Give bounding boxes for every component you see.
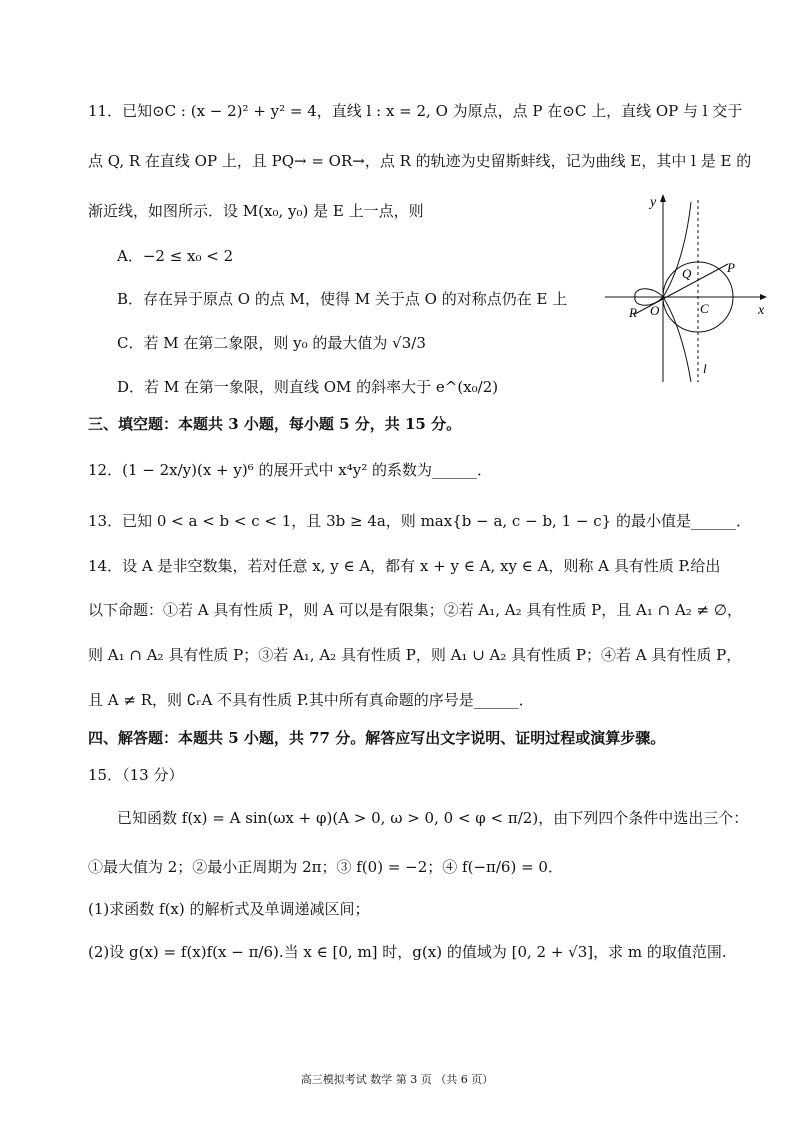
q11-line3: 渐近线，如图所示．设 M(x₀, y₀) 是 E 上一点，则 xyxy=(88,202,424,220)
y-axis-arrow-icon xyxy=(660,194,666,202)
q14-line1: 14．设 A 是非空数集，若对任意 x, y ∈ A，都有 x + y ∈ A, xy ∈ A，则称 A 具有性质 P.给出 xyxy=(88,557,721,575)
q11-option-a: A．−2 ≤ x₀ < 2 xyxy=(117,247,234,265)
label-y: y xyxy=(650,195,657,210)
q14-line4: 且 A ≠ R，则 ∁ᵣA 不具有性质 P.其中所有真命题的序号是______． xyxy=(88,691,534,709)
q12: 12．(1 − 2x/y)(x + y)⁶ 的展开式中 x⁴y² 的系数为______． xyxy=(88,461,492,479)
section-4-heading: 四、解答题：本题共 5 小题，共 77 分。解答应写出文字说明、证明过程或演算步骤。 xyxy=(88,729,666,747)
q13: 13．已知 0 < a < b < c < 1，且 3b ≥ 4a，则 max{b − a, c − b, 1 − c} 的最小值是______． xyxy=(88,512,751,530)
q11-option-b: B．存在异于原点 O 的点 M，使得 M 关于点 O 的对称点仍在 E 上 xyxy=(117,290,568,308)
q11-option-c: C．若 M 在第二象限，则 y₀ 的最大值为 √3/3 xyxy=(117,334,426,352)
q11-option-d: D．若 M 在第一象限，则直线 OM 的斜率大于 e^(x₀/2) xyxy=(117,378,499,396)
label-o: O xyxy=(650,303,660,318)
label-c: C xyxy=(700,301,709,316)
q14-line2: 以下命题：①若 A 具有性质 P，则 A 可以是有限集；②若 A₁, A₂ 具有性质 P，且 A₁ ∩ A₂ ≠ ∅， xyxy=(88,601,742,619)
q11-line2: 点 Q, R 在直线 OP 上，且 PQ→ = OR→，点 R 的轨迹为史留斯蚌线，记为曲线 E，其中 l 是 E 的 xyxy=(88,152,752,170)
q15-line1: 已知函数 f(x) = A sin(ωx + φ)(A > 0, ω > 0, 0 < φ < π/2)，由下列四个条件中选出三个： xyxy=(117,809,749,827)
q15-part1: (1)求函数 f(x) 的解析式及单调递减区间； xyxy=(88,900,370,918)
q11-line1: 11．已知⊙C : (x − 2)² + y² = 4，直线 l : x = 2, O 为原点，点 P 在⊙C 上，直线 OP 与 l 交于 xyxy=(88,102,743,120)
q15-header: 15．（13 分） xyxy=(88,766,184,784)
label-q: Q xyxy=(682,266,692,281)
label-r: R xyxy=(629,305,637,320)
conchoid-figure xyxy=(600,190,780,390)
curve-e-lower-branch xyxy=(663,297,691,382)
section-3-heading: 三、填空题：本题共 3 小题，每小题 5 分，共 15 分。 xyxy=(88,415,462,433)
label-p: P xyxy=(727,260,735,275)
curve-e-upper-branch xyxy=(663,202,691,297)
page-footer: 高三模拟考试 数学 第 3 页 （共 6 页） xyxy=(300,1073,494,1086)
x-axis-arrow-icon xyxy=(760,294,767,300)
q15-part2: (2)设 g(x) = f(x)f(x − π/6).当 x ∈ [0, m] 时，g(x) 的值域为 [0, 2 + √3]，求 m 的取值范围. xyxy=(88,943,727,961)
q14-line3: 则 A₁ ∩ A₂ 具有性质 P；③若 A₁, A₂ 具有性质 P，则 A₁ ∪ A₂ 具有性质 P；④若 A 具有性质 P， xyxy=(88,646,742,664)
label-x: x xyxy=(758,303,765,318)
q15-line2: ①最大值为 2；②最小正周期为 2π；③ f(0) = −2；④ f(−π/6) = 0． xyxy=(88,858,563,876)
label-l: l xyxy=(703,361,707,376)
